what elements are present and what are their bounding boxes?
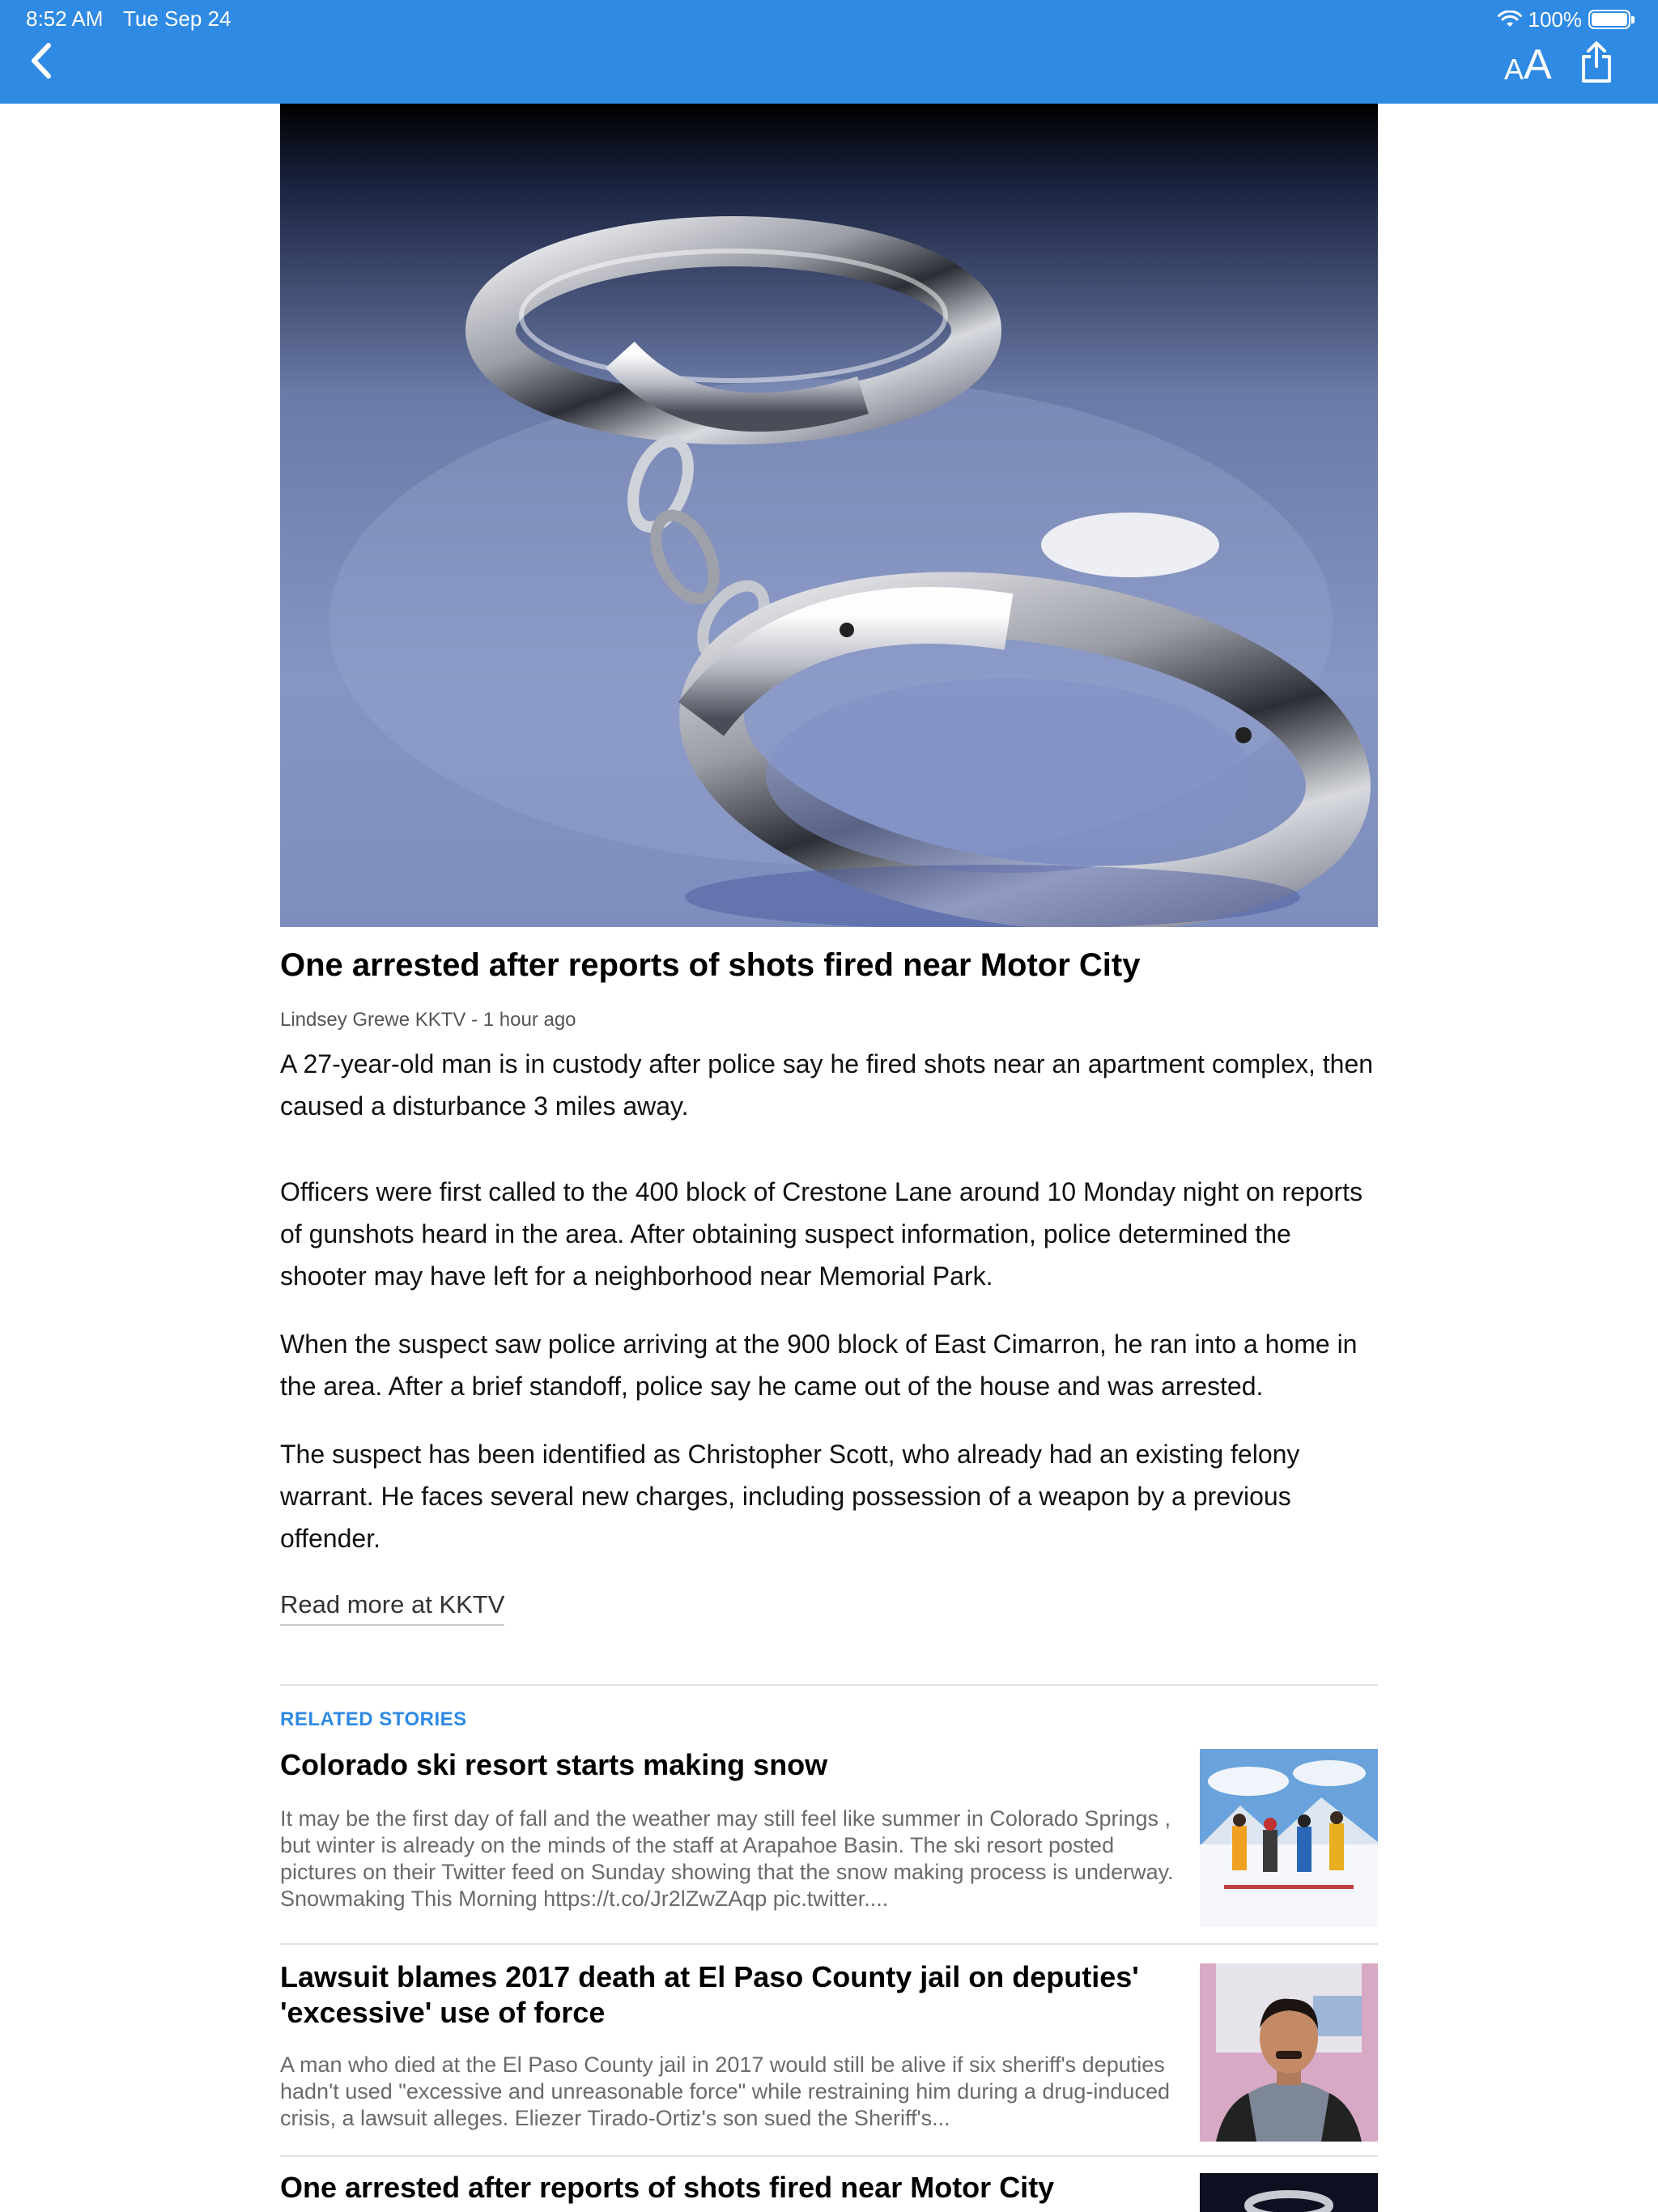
related-story-title: Colorado ski resort starts making snow — [280, 1748, 828, 1781]
read-more-link[interactable]: Read more at KKTV — [280, 1587, 504, 1626]
article-hero-image — [280, 104, 1378, 927]
handcuffs-thumbnail — [1200, 2173, 1378, 2212]
text-size-large-glyph: A — [1524, 41, 1552, 88]
related-story[interactable] — [280, 1959, 1378, 2141]
related-story-thumbnail — [1200, 1963, 1378, 2142]
text-size-small-glyph: A — [1504, 53, 1524, 86]
wifi-icon — [1498, 11, 1522, 28]
article-paragraph: Officers were first called to the 400 block of Crestone Lane around 10 Monday night on reports of gunshots heard in the area. After obtaining suspect information, police determined the shooter may have left for a neighborhood near Memorial Park. — [280, 1177, 1363, 1291]
related-story-title: One arrested after reports of shots fired near Motor City — [280, 2171, 1055, 2204]
section-divider — [280, 2155, 1378, 2157]
top-bar — [0, 0, 1658, 104]
related-story-title: Lawsuit blames 2017 death at El Paso County jail on deputies' 'excessive' use of force — [280, 1960, 1139, 2029]
related-story[interactable] — [280, 2170, 1378, 2212]
section-divider — [280, 1943, 1378, 1945]
article-paragraph: When the suspect saw police arriving at the 900 block of East Cimarron, he ran into a home in the area. After a brief standoff, police say he came out of the house and was arrested. — [280, 1329, 1358, 1401]
section-divider — [280, 1684, 1378, 1686]
related-story-summary: It may be the first day of fall and the weather may still feel like summer in Colorado Springs , but winter is already on the minds of the staff at Arapahoe Basin. The ski resort posted pictures on their Twitter feed on Sunday showing that the snow making process is underway. Snowmaking This Morning https://t.co/Jr2lZwZAqp pic.twitter.... — [280, 1806, 1174, 1911]
article-paragraph: The suspect has been identified as Christopher Scott, who already had an existing felony warrant. He faces several new charges, including possession of a weapon by a previous offender. — [280, 1440, 1300, 1553]
status-date: Tue Sep 24 — [123, 6, 232, 31]
article-title: One arrested after reports of shots fired near Motor City — [280, 947, 1141, 983]
related-story[interactable] — [280, 1747, 1378, 1929]
related-story-summary: A man who died at the El Paso County jail in 2017 would still be alive if six sheriff's deputies hadn't used "excessive and unreasonable force" while restraining him during a drug-induced crisis, a lawsuit alleges. Eliezer Tirado-Ortiz's son sued the Sheriff's... — [280, 2052, 1170, 2130]
related-story-thumbnail — [1200, 2173, 1378, 2212]
chevron-left-icon[interactable] — [26, 40, 58, 81]
share-icon[interactable] — [1579, 40, 1614, 84]
related-stories-label: RELATED STORIES — [280, 1708, 467, 1730]
portrait-photo — [1200, 1963, 1378, 2142]
article-byline: Lindsey Grewe KKTV - 1 hour ago — [280, 1009, 576, 1031]
article-paragraph: A 27-year-old man is in custody after police say he fired shots near an apartment complex, then caused a disturbance 3 miles away. — [280, 1049, 1374, 1121]
related-story-thumbnail — [1200, 1749, 1378, 1927]
status-indicators — [1498, 6, 1631, 32]
battery-icon — [1588, 10, 1630, 29]
handcuffs-photo — [280, 104, 1378, 927]
ski-photo — [1200, 1749, 1378, 1927]
status-time: 8:52 AM — [26, 6, 104, 31]
battery-percent: 100% — [1528, 6, 1582, 32]
text-size-button[interactable] — [1504, 41, 1552, 88]
